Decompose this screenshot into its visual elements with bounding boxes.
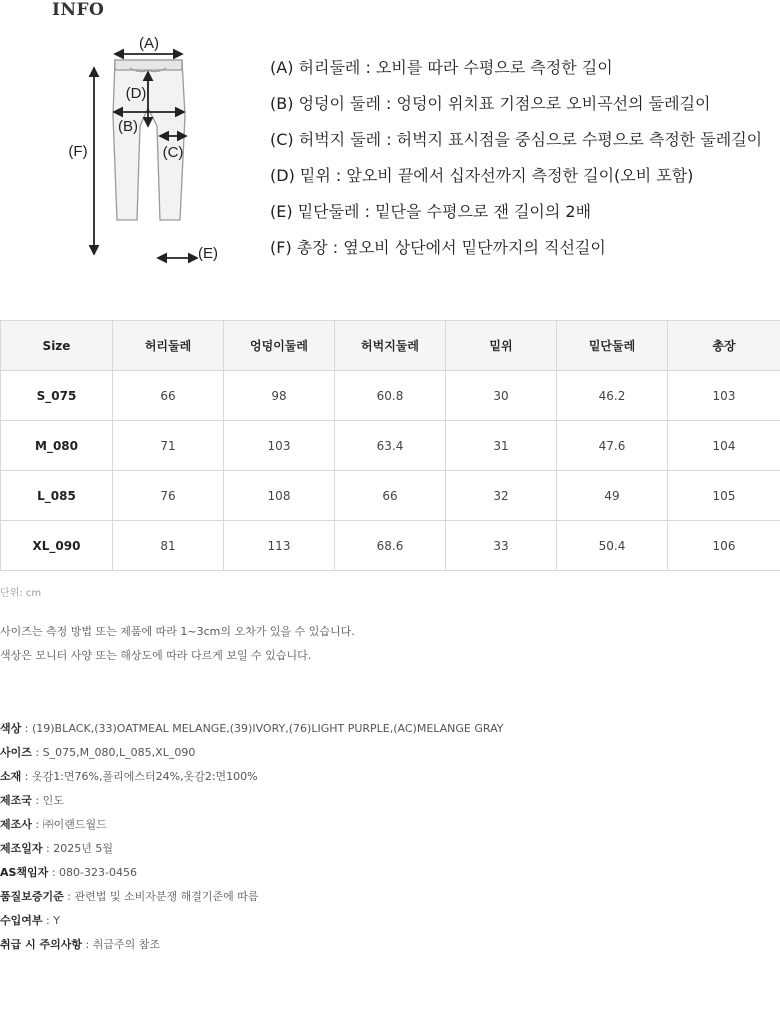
header-hem: 밑단둘레: [557, 321, 668, 371]
measurement-legend: [270, 55, 762, 271]
spec-color: 색상 : (19)BLACK,(33)OATMEAL MELANGE,(39)IVORY,(76)LIGHT PURPLE,(AC)MELANGE GRAY: [0, 722, 504, 735]
table-cell: 71: [113, 421, 224, 471]
note-color-display: 색상은 모니터 사양 또는 해상도에 따라 다르게 보일 수 있습니다.: [0, 649, 312, 662]
cell-size: M_080: [1, 421, 113, 471]
label-f: (F): [68, 143, 88, 160]
table-cell: 103: [224, 421, 335, 471]
spec-size: 사이즈 : S_075,M_080,L_085,XL_090: [0, 746, 196, 759]
label-b: (B): [118, 118, 138, 135]
table-row: [1, 371, 780, 421]
table-cell: 47.6: [557, 421, 668, 471]
spec-manufacturer: 제조사 : ㈜이랜드월드: [0, 818, 107, 831]
spec-care: 취급 시 주의사항 : 취급주의 참조: [0, 938, 160, 951]
legend-item-b: (B) 엉덩이 둘레 : 엉덩이 위치표 기점으로 오비곡선의 둘레길이: [270, 94, 711, 113]
table-cell: 108: [224, 471, 335, 521]
table-row: [1, 421, 780, 471]
size-notes: [0, 625, 355, 673]
legend-item-e: (E) 밑단둘레 : 밑단을 수평으로 잰 길이의 2배: [270, 202, 592, 221]
header-hip: 엉덩이둘레: [224, 321, 335, 371]
table-cell: 81: [113, 521, 224, 571]
label-c: (C): [162, 144, 184, 161]
label-e: (E): [198, 245, 218, 262]
table-header-row: [1, 321, 780, 371]
table-cell: 31: [446, 421, 557, 471]
spec-origin: 제조국 : 인도: [0, 794, 64, 807]
legend-item-d: (D) 밑위 : 앞오비 끝에서 십자선까지 측정한 길이(오비 포함): [270, 166, 694, 185]
table-cell: 68.6: [335, 521, 446, 571]
note-size-tolerance: 사이즈는 측정 방법 또는 제품에 따라 1~3cm의 오차가 있을 수 있습니다.: [0, 625, 355, 638]
spec-import: 수입여부 : Y: [0, 914, 60, 927]
table-cell: 106: [668, 521, 780, 571]
table-cell: 76: [113, 471, 224, 521]
table-cell: 66: [113, 371, 224, 421]
label-d: (D): [125, 85, 147, 102]
cell-size: L_085: [1, 471, 113, 521]
table-cell: 32: [446, 471, 557, 521]
spec-as-contact: AS책임자 : 080-323-0456: [0, 866, 137, 879]
table-cell: 63.4: [335, 421, 446, 471]
table-cell: 98: [224, 371, 335, 421]
label-a: (A): [139, 35, 159, 52]
header-length: 총장: [668, 321, 780, 371]
header-waist: 허리둘레: [113, 321, 224, 371]
spec-manufacture-date: 제조일자 : 2025년 5월: [0, 842, 113, 855]
table-cell: 103: [668, 371, 780, 421]
table-cell: 66: [335, 471, 446, 521]
legend-item-a: (A) 허리둘레 : 오비를 따라 수평으로 측정한 길이: [270, 58, 613, 77]
size-table: [0, 320, 780, 571]
pants-measurement-diagram: [60, 28, 230, 273]
product-specs: [0, 721, 504, 961]
table-row: [1, 521, 780, 571]
table-row: [1, 471, 780, 521]
legend-item-f: (F) 총장 : 옆오비 상단에서 밑단까지의 직선길이: [270, 238, 606, 257]
legend-item-c: (C) 허벅지 둘레 : 허벅지 표시점을 중심으로 수평으로 측정한 둘레길이: [270, 130, 763, 149]
header-size: Size: [1, 321, 113, 371]
table-cell: 105: [668, 471, 780, 521]
table-cell: 113: [224, 521, 335, 571]
table-cell: 33: [446, 521, 557, 571]
cell-size: XL_090: [1, 521, 113, 571]
spec-quality-standard: 품질보증기준 : 관련법 및 소비자분쟁 해결기준에 따름: [0, 890, 259, 903]
table-cell: 60.8: [335, 371, 446, 421]
pants-outline: [113, 60, 185, 220]
table-cell: 30: [446, 371, 557, 421]
table-cell: 46.2: [557, 371, 668, 421]
table-cell: 104: [668, 421, 780, 471]
info-title: INFO: [52, 0, 105, 20]
table-cell: 50.4: [557, 521, 668, 571]
spec-material: 소재 : 옷감1:면76%,폴리에스터24%,옷감2:면100%: [0, 770, 258, 783]
header-rise: 밑위: [446, 321, 557, 371]
header-thigh: 허벅지둘레: [335, 321, 446, 371]
cell-size: S_075: [1, 371, 113, 421]
table-cell: 49: [557, 471, 668, 521]
unit-note: 단위: cm: [0, 588, 42, 599]
